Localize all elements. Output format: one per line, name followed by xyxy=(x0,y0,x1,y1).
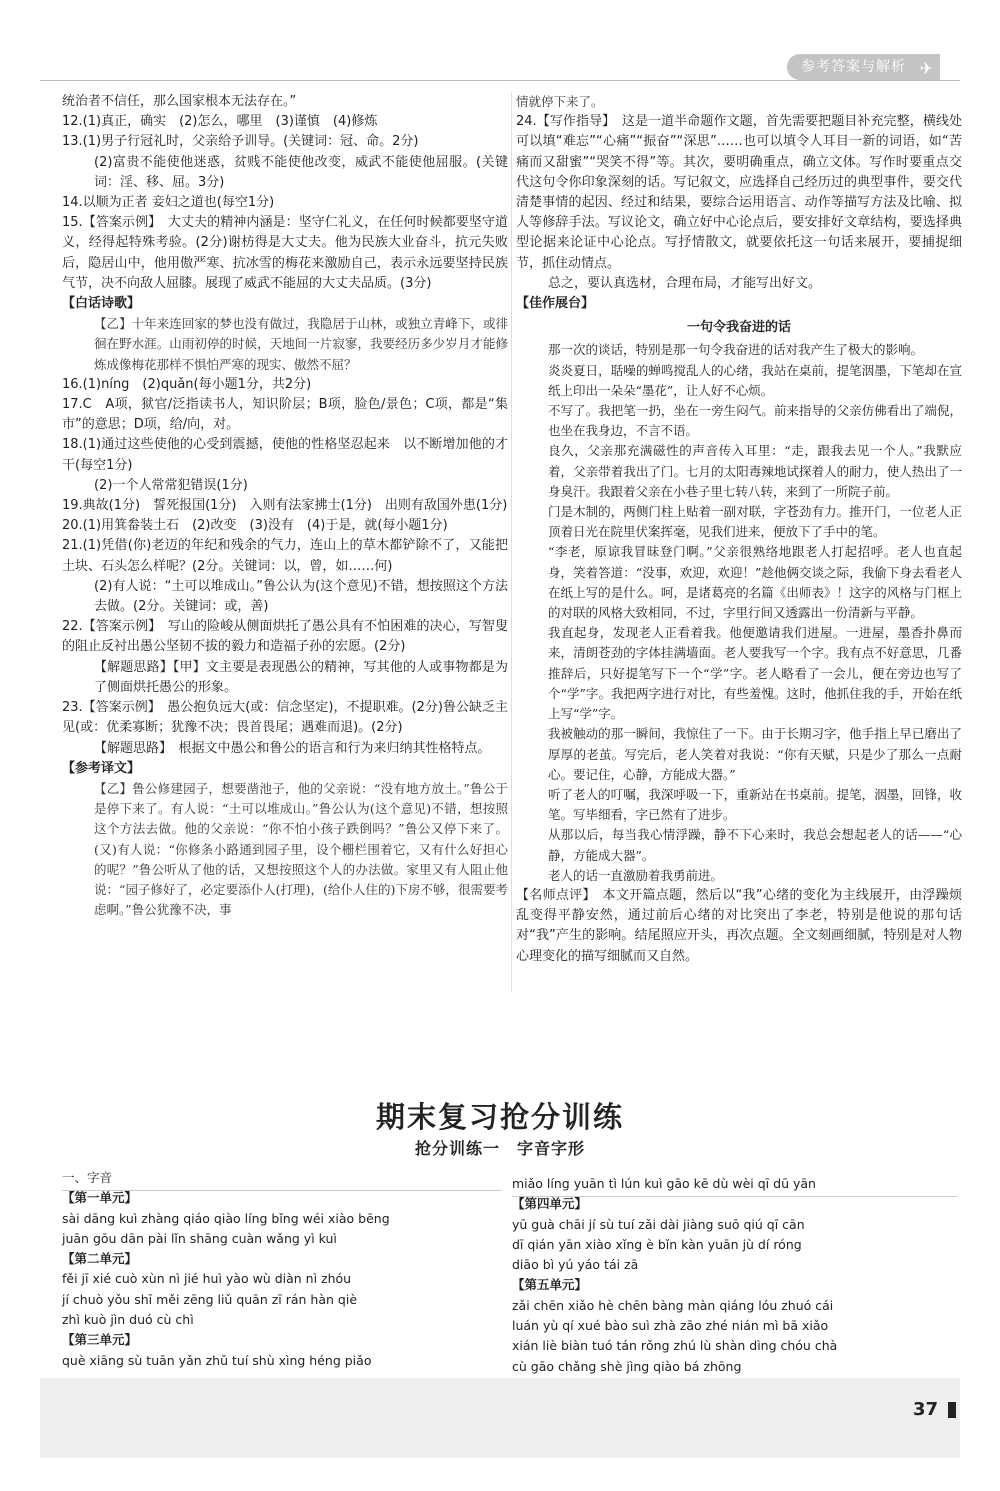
unit-heading: 【第二单元】 xyxy=(62,1251,138,1267)
page-marker xyxy=(948,1402,956,1418)
pinyin-line: miǎo líng yuān tì lún kuì gāo kē dù wèi qī dū yān xyxy=(512,1176,816,1191)
unit-heading: 【第五单元】 xyxy=(512,1277,588,1293)
pinyin-right xyxy=(512,1174,958,1377)
answer-paragraph: 【乙】鲁公修建园子，想要凿池子，他的父亲说：“没有地方放土。”鲁公于是停下来了。有人说：“土可以堆成山。”鲁公认为(这个意见)不错，想按照这个方法去做。他的父亲说：“你不怕小孩子跌倒吗？”鲁公又停下来了。(又)有人说：“你修条小路通到园子里，设个栅栏围着它，又有什么好担心的呢？”鲁公听从了他的话，又想按照这个人的办法做。家里又有人阻止他说：“园子修好了，必定要添仆人(打理)，(给仆人住的)下房不够，很需要考虑啊。”鲁公犹豫不决，事 xyxy=(94,780,508,918)
answer-paragraph: 22.【答案示例】 写山的险峻从侧面烘托了愚公具有不怕困难的决心，写智叟的阻止反衬出愚公坚韧不拔的毅力和造福子孙的宏愿。(2分) xyxy=(62,619,508,655)
essay-paragraph: 门是木制的，两侧门柱上贴着一副对联，字苍劲有力。推开门，一位老人正顶着日光在院里伏案挥毫，见我们进来，便放下了手中的笔。 xyxy=(548,504,962,540)
header-rule xyxy=(40,80,960,81)
essay-paragraph: 炎炎夏日，聒噪的蝉鸣搅乱人的心绪，我站在桌前，提笔洇墨，下笔却在宣纸上印出一朵朵“墨花”，让人好不心烦。 xyxy=(548,362,962,398)
answer-paragraph: 情就停下来了。 xyxy=(516,94,604,109)
essay-paragraph: 良久，父亲那充满磁性的声音传入耳里：“走，跟我去见一个人。”我默应着，父亲带着我出了门。七月的太阳毒辣地试探着人的耐力，使人热出了一身臭汗。我跟着父亲在小巷子里七转八转，来到了一所院子前。 xyxy=(548,443,962,499)
essay-paragraph: “李老，原谅我冒昧登门啊。”父亲很熟络地跟老人打起招呼。老人也直起身，笑着答道：“没事，欢迎，欢迎！”趁他俩交谈之际，我偷下身去看老人在纸上写的是什么。呵，是诸葛亮的名篇《出师表》！这字的风格与门框上的对联的风格大致相同，不过，字里行间又透露出一份清新与平静。 xyxy=(548,544,962,621)
essay-paragraph: 老人的话一直激励着我勇前进。 xyxy=(548,867,724,883)
answer-paragraph: 24.【写作指导】 这是一道半命题作文题，首先需要把题目补充完整，横线处可以填“难忘”“心痛”“振奋”“深思”……也可以填令人耳目一新的词语，如“苦痛而又甜蜜”“哭笑不得”等。其次，要明确重点，确立文体。写作时要重点交代这句令你印象深刻的话。写记叙文，应选择自己经历过的典型事件，要交代清楚事情的起因、经过和结果，要综合运用语言、动作等描写方法及比喻、拟人等修辞手法。写议论文，确立好中心论点后，要安排好文章结构，要选择典型论据来论证中心论点。写抒情散文，就要依托这一句话来展开，要捕捉细节，抓住动情点。 xyxy=(516,114,962,271)
pinyin-line: fěi jī xié cuò xùn nì jié huì yào wù diàn nì zhóu xyxy=(62,1271,352,1287)
answer-paragraph: (2)富贵不能使他迷惑，贫贱不能使他改变，威武不能使他屈服。(关键词：淫、移、屈。3分) xyxy=(94,154,508,190)
answer-paragraph: 统治者不信任，那么国家根本无法存在。” xyxy=(62,94,297,109)
pinyin-line: diāo bì yú yáo tái zā xyxy=(512,1257,639,1273)
answer-paragraph: 总之，要认真选材，合理布局，才能写出好文。 xyxy=(548,275,822,291)
footer-band xyxy=(40,1378,960,1458)
answer-paragraph: 12.(1)真正，确实 (2)怎么，哪里 (3)谨慎 (4)修炼 xyxy=(62,114,378,130)
answer-paragraph: 18.(1)通过这些使他的心受到震撼，使他的性格坚忍起来 以不断增加他的才干(每空1分) xyxy=(62,437,508,473)
unit-heading: 【第三单元】 xyxy=(62,1332,138,1348)
column-divider xyxy=(511,92,512,992)
essay-title: 一句令我奋进的话 xyxy=(686,320,791,336)
essay-paragraph: 不写了。我把笔一扔，坐在一旁生闷气。前来指导的父亲仿佛看出了端倪，也坐在我身边，不言不语。 xyxy=(548,403,962,439)
answer-paragraph: 【解题思路】【甲】文主要是表现愚公的精神，写其他的人或事物都是为了侧面烘托愚公的形象。 xyxy=(94,659,508,695)
answer-paragraph: 【乙】十年来连回家的梦也没有做过，我隐居于山林，或独立青峰下，或徘徊在野水涯。山雨初停的时候，天地间一片寂寥，我要经历多少岁月才能修炼成像梅花那样不惧怕严寒的现实、傲然不屈？ xyxy=(94,316,508,372)
essay-body xyxy=(516,340,962,885)
unit-heading: 【第四单元】 xyxy=(512,1196,588,1212)
answer-paragraph: 14.以顺为正者 妾妇之道也(每空1分) xyxy=(62,195,275,211)
pinyin-line: juān gōu dān pài lǐn shāng cuàn wǎng yì kuì xyxy=(62,1230,337,1246)
answer-paragraph: 16.(1)níng (2)quǎn(每小题1分，共2分) xyxy=(62,376,312,392)
pinyin-left xyxy=(62,1168,502,1371)
pinyin-line: luán yù qí xué bào suì zhà zāo zhé nián mì bā xiǎo xyxy=(512,1318,829,1334)
pinyin-line: xián liè biàn tuó tán rǒng zhú lù shàn dìng chóu chà xyxy=(512,1338,838,1354)
right-column xyxy=(516,92,962,967)
answer-paragraph: (2)有人说：“土可以堆成山。”鲁公认为(这个意见)不错，想按照这个方法去做。(2分。关键词：或，善) xyxy=(94,578,508,615)
rocket-icon: ✈ xyxy=(919,59,934,78)
answer-paragraph: 20.(1)用箕畚装土石 (2)改变 (3)没有 (4)于是，就(每小题1分) xyxy=(62,518,448,534)
unit-heading: 【第一单元】 xyxy=(62,1190,138,1206)
pinyin-line: yū guà chāi jí sù tuí zǎi dài jiàng suō qiú qī cān xyxy=(512,1216,805,1232)
answer-paragraph: 【白话诗歌】 xyxy=(62,296,141,312)
teacher-comment: 【名师点评】 本文开篇点题，然后以“我”心绪的变化为主线展开，由浮躁烦乱变得平静安然，通过前后心绪的对比突出了李老，特别是他说的那句话对“我”产生的影响。结尾照应开头，再次点题。全文刻画细腻，特别是对人物心理变化的描写细腻而又自然。 xyxy=(516,887,962,964)
answer-paragraph: 【解题思路】 根据文中愚公和鲁公的语言和行为来归纳其性格特点。 xyxy=(94,740,491,756)
pinyin-line: què xiāng sù tuān yǎn zhǔ tuí shù xìng héng piǎo xyxy=(62,1352,372,1368)
answer-paragraph: 19.典故(1分) 誓死报国(1分) 入则有法家拂士(1分) 出则有敌国外患(1分) xyxy=(62,498,508,514)
pinyin-line: jí chuò yǒu shī měi zēng liǔ quān zī rán hàn qiè xyxy=(62,1291,358,1307)
left-column xyxy=(62,92,508,920)
essay-paragraph: 从那以后，每当我心情浮躁，静不下心来时，我总会想起老人的话——“心静，方能成大器”。 xyxy=(548,827,962,863)
answer-paragraph: 15.【答案示例】 大丈夫的精神内涵是：坚守仁礼义，在任何时候都要坚守道义，经得起特殊考验。(2分)谢枋得是大丈夫。他为民族大业奋斗，抗元失败后，隐居山中，他用傲严寒、抗冰雪的梅花来激励自己，表示永远要坚持民族气节，决不向敌人屈膝。展现了威武不能屈的大丈夫品质。(3分) xyxy=(62,215,508,291)
section-header-label: 参考答案与解析 xyxy=(801,59,906,75)
pinyin-line: zǎi chēn xiǎo hè chēn bàng màn qiáng lóu zhuó cái xyxy=(512,1297,834,1313)
answer-paragraph: 21.(1)凭借(你)老迈的年纪和残余的气力，连山上的草木都铲除不了，又能把土块、石头怎么样呢？(2分。关键词：以，曾，如……何) xyxy=(62,538,508,574)
training-title: 抢分训练一 字音字形 xyxy=(414,1139,585,1158)
section-header-tag xyxy=(787,54,940,80)
pinyin-line: sài dāng kuì zhàng qiáo qiào líng bǐng wéi xiào bēng xyxy=(62,1210,390,1226)
answer-paragraph: 17.C A项，狱官/泛指读书人，知识阶层；B项，脸色/景色；C项，都是“集市”的意思；D项，给/向，对。 xyxy=(62,397,508,433)
answer-paragraph: 【佳作展台】 xyxy=(516,296,595,312)
pinyin-line: zhì kuò jìn duó cù chì xyxy=(62,1312,194,1328)
pinyin-line: dī qián yān xiào xǐng è bǐn kàn yuān jù dí róng xyxy=(512,1236,802,1252)
page-number: 37 xyxy=(912,1399,938,1420)
answer-paragraph: 23.【答案示例】 愚公抱负远大(或：信念坚定)，不提职难。(2分)鲁公缺乏主见(或：优柔寡断；犹豫不决；畏首畏尾；遇难而退)。(2分) xyxy=(62,700,508,736)
section-title: 期末复习抢分训练 xyxy=(375,1100,624,1134)
pinyin-line: cù gāo chǎng shè jìng qiào bá zhōng xyxy=(512,1358,742,1374)
answer-paragraph: (2)一个人常常犯错误(1分) xyxy=(94,477,248,493)
section-heading: 一、字音 xyxy=(62,1170,113,1185)
answer-paragraph: 【参考译文】 xyxy=(62,760,141,776)
answer-paragraph: 13.(1)男子行冠礼时，父亲给予训导。(关键词：冠、命。2分) xyxy=(62,134,419,150)
essay-paragraph: 我被触动的那一瞬间，我惊住了一下。由于长期习字，他手指上早已磨出了厚厚的老茧。写完后，老人笑着对我说：“你有天赋，只是少了那么一点耐心。要记住，心静，方能成大器。” xyxy=(548,726,962,782)
essay-paragraph: 那一次的谈话，特别是那一句令我奋进的话对我产生了极大的影响。 xyxy=(548,342,924,358)
essay-paragraph: 我直起身，发现老人正看着我。他便邀请我们进屋。一进屋，墨香扑鼻而来，清朗苍劲的字体挂满墙面。老人要我写一个字。我有点不好意思，几番推辞后，只好提笔写下一个“学”字。老人略看了一会儿，便在旁边也写了个“学”字。我把两字进行对比，有些羞愧。这时，他抓住我的手，开始在纸上写“学”字。 xyxy=(548,625,962,722)
essay-paragraph: 听了老人的叮嘱，我深呼吸一下，重新站在书桌前。提笔，洇墨，回锋，收笔。写毕细看，字已然有了进步。 xyxy=(548,786,962,823)
